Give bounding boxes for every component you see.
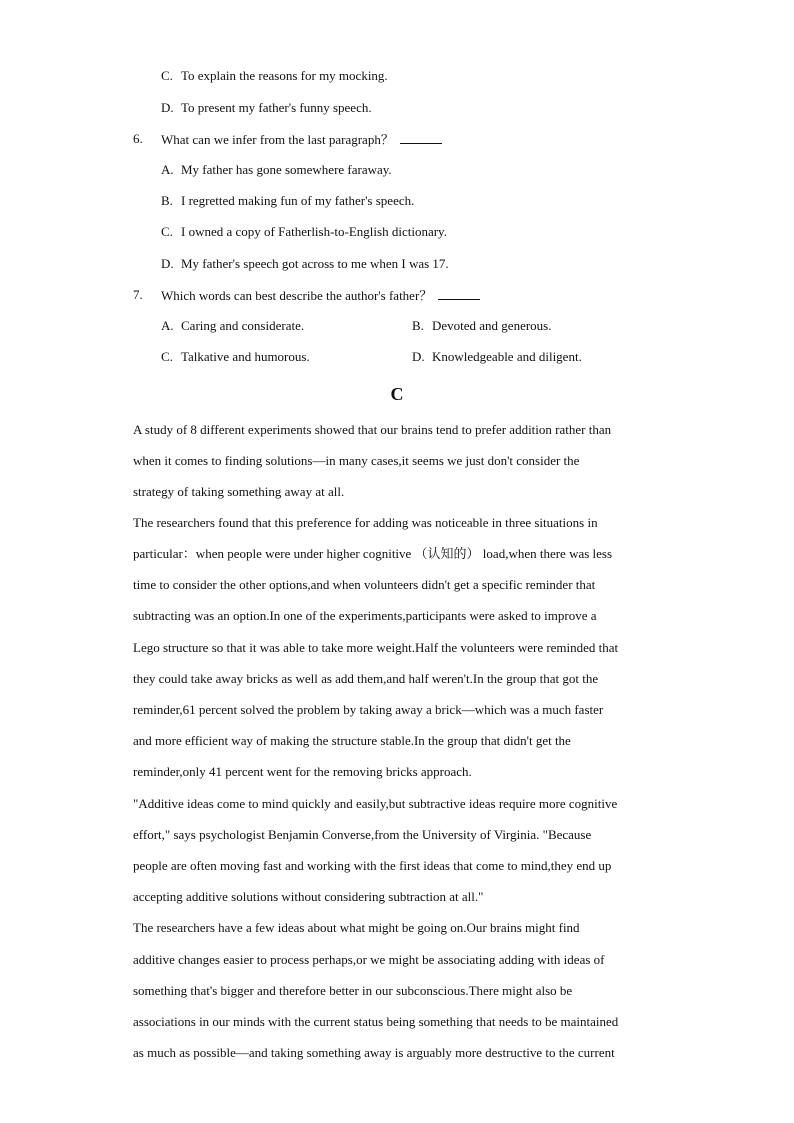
- question-6-text: What can we infer from the last paragraph？: [161, 132, 394, 147]
- question-7-option-b: [412, 318, 552, 334]
- passage-line: something that's bigger and therefore better in our subconscious.There might also be: [133, 983, 573, 998]
- passage-line: associations in our minds with the current status being something that needs to be maintained: [133, 1014, 619, 1029]
- question-6-option-d: [161, 256, 449, 272]
- question-6-option-c: [161, 224, 447, 240]
- passage-line: and more efficient way of making the structure stable.In the group that didn't get the: [133, 733, 571, 748]
- passage-line: The researchers found that this preference for adding was noticeable in three situations in: [133, 515, 598, 530]
- option-letter: C.: [161, 349, 173, 364]
- question-6-number: 6.: [133, 131, 143, 146]
- question-7-option-d: [412, 349, 582, 365]
- option-text: I owned a copy of Fatherlish-to-English dictionary.: [181, 224, 447, 239]
- passage-line: The researchers have a few ideas about what might be going on.Our brains might find: [133, 920, 580, 935]
- answer-blank[interactable]: [400, 131, 442, 144]
- option-text: My father's speech got across to me when I was 17.: [181, 256, 449, 271]
- option-c-prev: [161, 68, 388, 84]
- option-letter: C.: [161, 68, 173, 83]
- passage-line: they could take away bricks as well as add them,and half weren't.In the group that got the: [133, 671, 599, 686]
- passage-line: effort," says psychologist Benjamin Converse,from the University of Virginia. "Because: [133, 827, 592, 842]
- option-text: Talkative and humorous.: [181, 349, 310, 364]
- passage-line: accepting additive solutions without considering subtraction at all.": [133, 889, 484, 904]
- question-7-number: 7.: [133, 287, 143, 302]
- option-text: Knowledgeable and diligent.: [432, 349, 582, 364]
- option-text: To present my father's funny speech.: [181, 100, 372, 115]
- option-text: I regretted making fun of my father's speech.: [181, 193, 415, 208]
- passage-line: reminder,61 percent solved the problem by taking away a brick—which was a much faster: [133, 702, 604, 717]
- passage-line: when it comes to finding solutions—in many cases,it seems we just don't consider the: [133, 453, 580, 468]
- option-d-prev: [161, 100, 372, 116]
- option-letter: D.: [412, 349, 425, 364]
- option-text: Caring and considerate.: [181, 318, 305, 333]
- question-7-option-c: [161, 349, 310, 365]
- question-7-stem: [161, 287, 480, 304]
- passage-line: reminder,only 41 percent went for the removing bricks approach.: [133, 764, 472, 779]
- option-text: To explain the reasons for my mocking.: [181, 68, 388, 83]
- question-7-option-a: [161, 318, 304, 334]
- option-text: My father has gone somewhere faraway.: [181, 162, 392, 177]
- passage-line: particular：when people were under higher cognitive （认知的） load,when there was less: [133, 546, 613, 561]
- question-6-option-a: [161, 162, 392, 178]
- passage-line: as much as possible—and taking something away is arguably more destructive to the current: [133, 1045, 615, 1060]
- passage-line: people are often moving fast and working with the first ideas that come to mind,they end up: [133, 858, 612, 873]
- passage-line: A study of 8 different experiments showed that our brains tend to prefer addition rather than: [133, 422, 612, 437]
- option-letter: D.: [161, 256, 174, 271]
- section-title: C: [390, 384, 404, 404]
- option-letter: C.: [161, 224, 173, 239]
- option-text: Devoted and generous.: [432, 318, 552, 333]
- option-letter: A.: [161, 162, 174, 177]
- question-6-option-b: [161, 193, 414, 209]
- passage-line: time to consider the other options,and when volunteers didn't get a specific reminder that: [133, 577, 596, 592]
- passage-line: additive changes easier to process perhaps,or we might be associating adding with ideas of: [133, 952, 605, 967]
- option-letter: B.: [161, 193, 173, 208]
- passage-line: Lego structure so that it was able to take more weight.Half the volunteers were reminded that: [133, 640, 619, 655]
- question-6-stem: [161, 131, 442, 148]
- option-letter: A.: [161, 318, 174, 333]
- passage-line: strategy of taking something away at all.: [133, 484, 345, 499]
- option-letter: D.: [161, 100, 174, 115]
- passage-line: "Additive ideas come to mind quickly and easily,but subtractive ideas require more cognitive: [133, 796, 618, 811]
- answer-blank[interactable]: [438, 287, 480, 300]
- question-7-text: Which words can best describe the author's father？: [161, 288, 433, 303]
- option-letter: B.: [412, 318, 424, 333]
- passage-line: subtracting was an option.In one of the experiments,participants were asked to improve a: [133, 608, 597, 623]
